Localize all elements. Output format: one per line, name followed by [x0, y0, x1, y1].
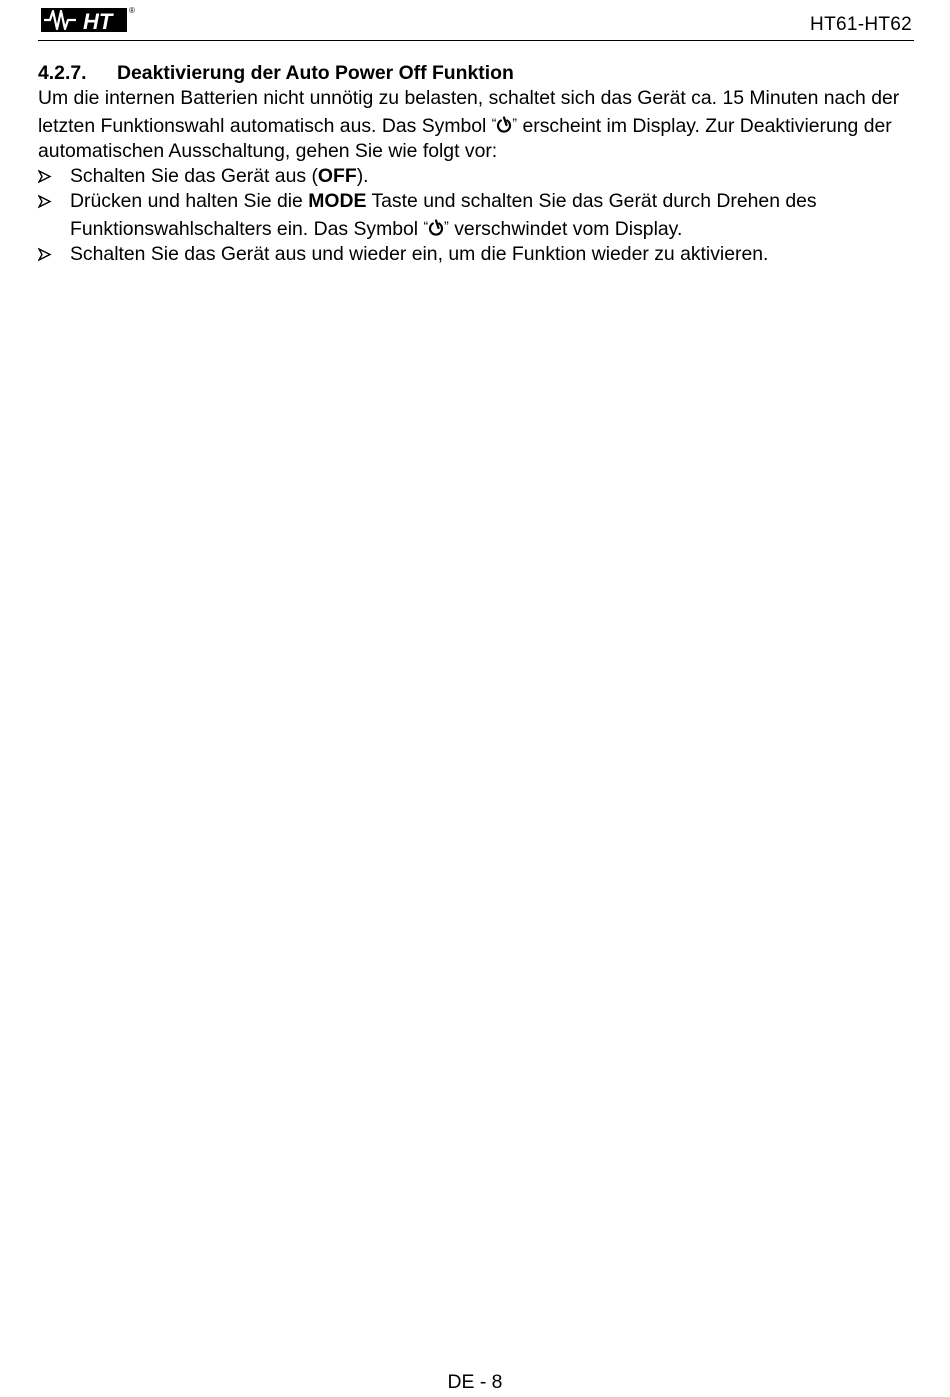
list-item [38, 189, 918, 242]
quote-close: ” [444, 218, 449, 234]
step-text-mid: Taste und schalten Sie das Gerät durch Drehen des Funktionswahlschalters ein. Das Symbol [70, 190, 817, 240]
svg-text:HT: HT [83, 9, 113, 34]
step-text-end: ). [356, 165, 369, 187]
section-title: Deaktivierung der Auto Power Off Funktion [117, 62, 514, 84]
ht-logo [40, 2, 140, 36]
list-item [38, 164, 918, 189]
auto-power-off-icon [428, 219, 444, 237]
auto-power-off-icon [496, 116, 512, 134]
steps-list [38, 164, 918, 267]
step-text: Schalten Sie das Gerät aus und wieder ein, um die Funktion wieder zu aktivieren. [70, 243, 769, 265]
arrow-bullet-icon [38, 164, 52, 189]
section-number: 4.2.7. [38, 62, 87, 84]
step-text: Schalten Sie das Gerät aus ( [70, 165, 318, 187]
model-number: HT61-HT62 [810, 14, 912, 35]
quote-open: “ [491, 115, 497, 131]
intro-text-1: Um die internen Batterien nicht unnötig zu belasten, schaltet sich das Gerät ca. 15 Minuten nach der letzten Funktionswahl automatisch aus. Das Symbol [38, 87, 900, 137]
list-item [38, 242, 918, 267]
key-mode: MODE [308, 190, 367, 212]
page-header [38, 0, 914, 41]
document-body [38, 61, 918, 267]
intro-text-2: erscheint im Display. Zur Deaktivierung der automatischen Ausschaltung, gehen Sie wie folgt vor: [38, 115, 892, 162]
section-heading [38, 61, 918, 86]
svg-text:®: ® [129, 6, 135, 15]
step-text-end: verschwindet vom Display. [448, 218, 683, 240]
page-number: DE - 8 [447, 1371, 503, 1393]
step-text: Drücken und halten Sie die [70, 190, 309, 212]
arrow-bullet-icon [38, 189, 52, 214]
quote-open: “ [423, 218, 429, 234]
arrow-bullet-icon [38, 242, 52, 267]
intro-paragraph [38, 86, 918, 164]
key-off: OFF [317, 165, 357, 187]
quote-close: ” [512, 115, 518, 131]
